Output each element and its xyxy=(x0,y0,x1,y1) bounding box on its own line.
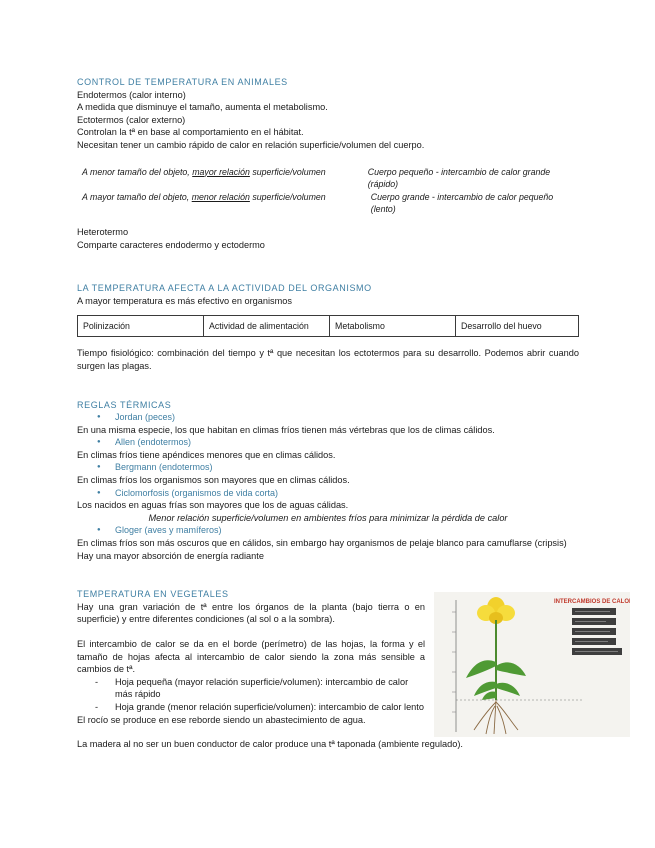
row-right: Cuerpo pequeño - intercambio de calor grande (rápido) xyxy=(367,166,551,190)
text-line: Necesitan tener un cambio rápido de calor en relación superficie/volumen del cuerpo. xyxy=(77,139,425,150)
rule-text: En climas fríos tiene apéndices menores que en climas cálidos. xyxy=(77,449,336,460)
rule-text: Los nacidos en aguas frías son mayores que los de aguas cálidas. xyxy=(77,500,349,511)
row-text: superficie/volumen xyxy=(249,166,326,177)
row-text: A menor tamaño del objeto, xyxy=(82,166,193,177)
text-line: Controlan la tª en base al comportamiento en el hábitat. xyxy=(77,127,304,138)
heterotermo-title: Heterotermo xyxy=(77,226,129,237)
rule-text: En climas fríos los organismos son mayores que en climas cálidos. xyxy=(77,475,350,486)
rule-note: Menor relación superficie/volumen en ambientes fríos para minimizar la pérdida de calor xyxy=(148,512,508,523)
text-line: A medida que disminuye el tamaño, aumenta el metabolismo. xyxy=(77,102,328,113)
row-text: superficie/volumen xyxy=(249,191,326,202)
section-title-reglas: REGLAS TÉRMICAS xyxy=(77,399,172,410)
list-item: - Hoja pequeña (mayor relación superficie/volumen): intercambio de calor más rápido xyxy=(77,676,425,701)
list-item: - Hoja grande (menor relación superficie/volumen): intercambio de calor lento xyxy=(77,701,425,714)
plant-heat-exchange-figure xyxy=(434,592,630,737)
size-relation-row xyxy=(77,191,579,216)
heterotermo-text: Comparte caracteres endodermo y ectodermo xyxy=(77,239,265,250)
rule-name: ● Bergmann (endotermos) xyxy=(77,461,579,474)
row-text: A mayor tamaño del objeto, xyxy=(82,191,192,202)
paragraph: El rocío se produce en ese reborde siendo un abastecimiento de agua. xyxy=(77,714,366,725)
section-title-actividad: LA TEMPERATURA AFECTA A LA ACTIVIDAD DEL ORGANISMO xyxy=(77,283,372,294)
rule-name: ● Ciclomorfosis (organismos de vida corta) xyxy=(77,487,579,500)
rule-text: En climas fríos son más oscuros que en cálidos, sin embargo hay organismos de pelaje blanco para camuflarse (cripsis) xyxy=(77,538,567,549)
table-cell: Desarrollo del huevo xyxy=(461,321,542,332)
rule-name: ● Allen (endotermos) xyxy=(77,436,579,449)
row-underlined: menor relación xyxy=(191,191,250,202)
figure-title: INTERCAMBIOS DE CALOR xyxy=(554,599,630,605)
rule-name: ● Jordan (peces) xyxy=(77,411,579,424)
tiempo-fisiologico-text: Tiempo fisiológico: combinación del tiempo y tª que necesitan los ectotermos para su desarrollo. Podemos abrir cuando surgen las plagas. xyxy=(77,348,579,371)
text-line: Endotermos (calor interno) xyxy=(77,89,186,100)
rule-name: ● Gloger (aves y mamíferos) xyxy=(77,524,579,537)
text-line: A mayor temperatura es más efectivo en organismos xyxy=(77,295,292,306)
section-title-vegetales: TEMPERATURA EN VEGETALES xyxy=(77,589,229,600)
rule-text: Hay una mayor absorción de energía radiante xyxy=(77,550,264,561)
paragraph: El intercambio de calor se da en el borde (perímetro) de las hojas, la forma y el tamaño de hojas afecta al intercambio de calor siendo la zona más sensible a cambios de tª. xyxy=(77,639,425,675)
vegetales-text xyxy=(77,601,425,726)
section-title-animales: CONTROL DE TEMPERATURA EN ANIMALES xyxy=(77,77,288,87)
row-right: Cuerpo grande - intercambio de calor pequeño (lento) xyxy=(370,191,554,215)
table-cell: Actividad de alimentación xyxy=(204,316,330,336)
text-line: Ectotermos (calor externo) xyxy=(77,114,186,125)
table-cell: Polinización xyxy=(78,316,204,336)
paragraph: La madera al no ser un buen conductor de calor produce una tª taponada (ambiente regulado). xyxy=(77,739,463,750)
rule-text: En una misma especie, los que habitan en climas fríos tienen más vértebras que los de climas cálidos. xyxy=(77,424,495,435)
table-cell: Metabolismo xyxy=(330,316,456,336)
row-underlined: mayor relación xyxy=(192,166,250,177)
activity-table xyxy=(77,315,579,337)
size-relation-row xyxy=(77,166,579,191)
paragraph: Hay una gran variación de tª entre los órganos de la planta (bajo tierra o en superficie) y entre diferentes condiciones (al sol o a la sombra). xyxy=(77,601,425,625)
plant-illustration xyxy=(434,592,630,737)
